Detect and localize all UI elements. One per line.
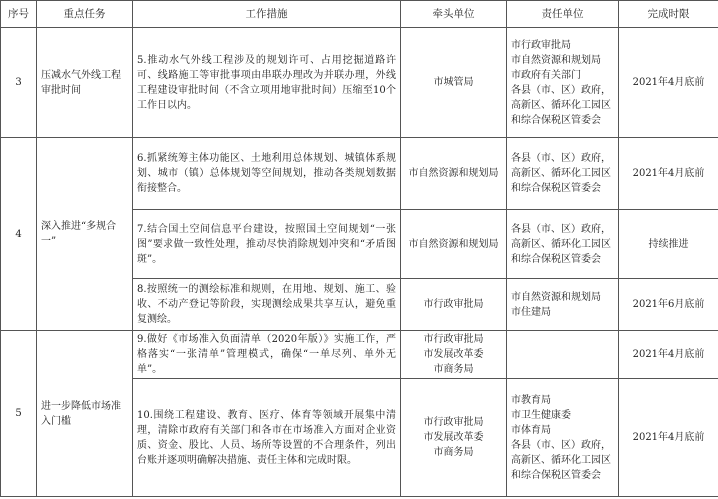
header-measure: 工作措施 — [133, 1, 401, 28]
lead-unit: 市城管局 — [401, 28, 507, 138]
responsible-unit: 各县（市、区）政府，高新区、循环化工园区和综合保税区管委会 — [507, 138, 619, 210]
row-number: 5 — [1, 331, 37, 497]
header-resp: 责任单位 — [507, 1, 619, 28]
responsible-unit — [507, 331, 619, 379]
header-deadline: 完成时限 — [619, 1, 718, 28]
task-name: 进一步降低市场准入门槛 — [37, 331, 133, 497]
responsible-unit: 各县（市、区）政府，高新区、循环化工园区和综合保税区管委会 — [507, 210, 619, 279]
work-measure: 9.做好《市场准入负面清单（2020年版）》实施工作，严格落实“一张清单”管理模式，确保“一单尽列、单外无单”。 — [133, 331, 401, 379]
lead-unit: 市自然资源和规划局 — [401, 138, 507, 210]
lead-unit: 市行政审批局 — [401, 279, 507, 331]
deadline: 2021年4月底前 — [619, 138, 718, 210]
row-number: 4 — [1, 138, 37, 331]
work-measure: 10.围绕工程建设、教育、医疗、体育等领域开展集中清理，清除市政府有关部门和各市在市场准入方面对企业资质、资金、股比、人员、场所等设置的不合理条件，列出台账并逐项明确解决措施、责任主体和完成时限。 — [133, 379, 401, 497]
header-no: 序号 — [1, 1, 37, 28]
row-number: 3 — [1, 28, 37, 138]
table-row — [1, 138, 718, 210]
work-measure: 8.按照统一的测绘标准和规则，在用地、规划、施工、验收、不动产登记等阶段，实现测绘成果共享互认，避免重复测绘。 — [133, 279, 401, 331]
lead-unit: 市行政审批局 市发展改革委 市商务局 — [401, 379, 507, 497]
lead-unit: 市自然资源和规划局 — [401, 210, 507, 279]
deadline: 持续推进 — [619, 210, 718, 279]
header-lead: 牵头单位 — [401, 1, 507, 28]
deadline: 2021年6月底前 — [619, 279, 718, 331]
lead-unit: 市行政审批局 市发展改革委 市商务局 — [401, 331, 507, 379]
responsible-unit: 市自然资源和规划局 市住建局 — [507, 279, 619, 331]
table-row — [1, 331, 718, 379]
deadline: 2021年4月底前 — [619, 379, 718, 497]
table-row — [1, 28, 718, 138]
work-measure: 7.结合国土空间信息平台建设，按照国土空间规划“一张图”要求做一致性处理，推动尽快消除规划冲突和“矛盾图斑”。 — [133, 210, 401, 279]
work-measure: 5.推动水气外线工程涉及的规划许可、占用挖掘道路许可、线路施工等审批事项由串联办理改为并联办理，外线工程建设审批时间（不含立项用地审批时间）压缩至10个工作日以内。 — [133, 28, 401, 138]
work-measure: 6.抓紧统筹主体功能区、土地利用总体规划、城镇体系规划、城市（镇）总体规划等空间规划，推动各类规划数据衔接整合。 — [133, 138, 401, 210]
deadline: 2021年4月底前 — [619, 28, 718, 138]
task-name: 深入推进“多规合一” — [37, 138, 133, 331]
header-row — [1, 1, 718, 28]
responsible-unit: 市行政审批局 市自然资源和规划局 市政府有关部门 各县（市、区）政府，高新区、循环化工园区和综合保税区管委会 — [507, 28, 619, 138]
responsible-unit: 市教育局 市卫生健康委 市体育局 各县（市、区）政府，高新区、循环化工园区和综合保税区管委会 — [507, 379, 619, 497]
header-task: 重点任务 — [37, 1, 133, 28]
task-name: 压减水气外线工程审批时间 — [37, 28, 133, 138]
deadline: 2021年4月底前 — [619, 331, 718, 379]
